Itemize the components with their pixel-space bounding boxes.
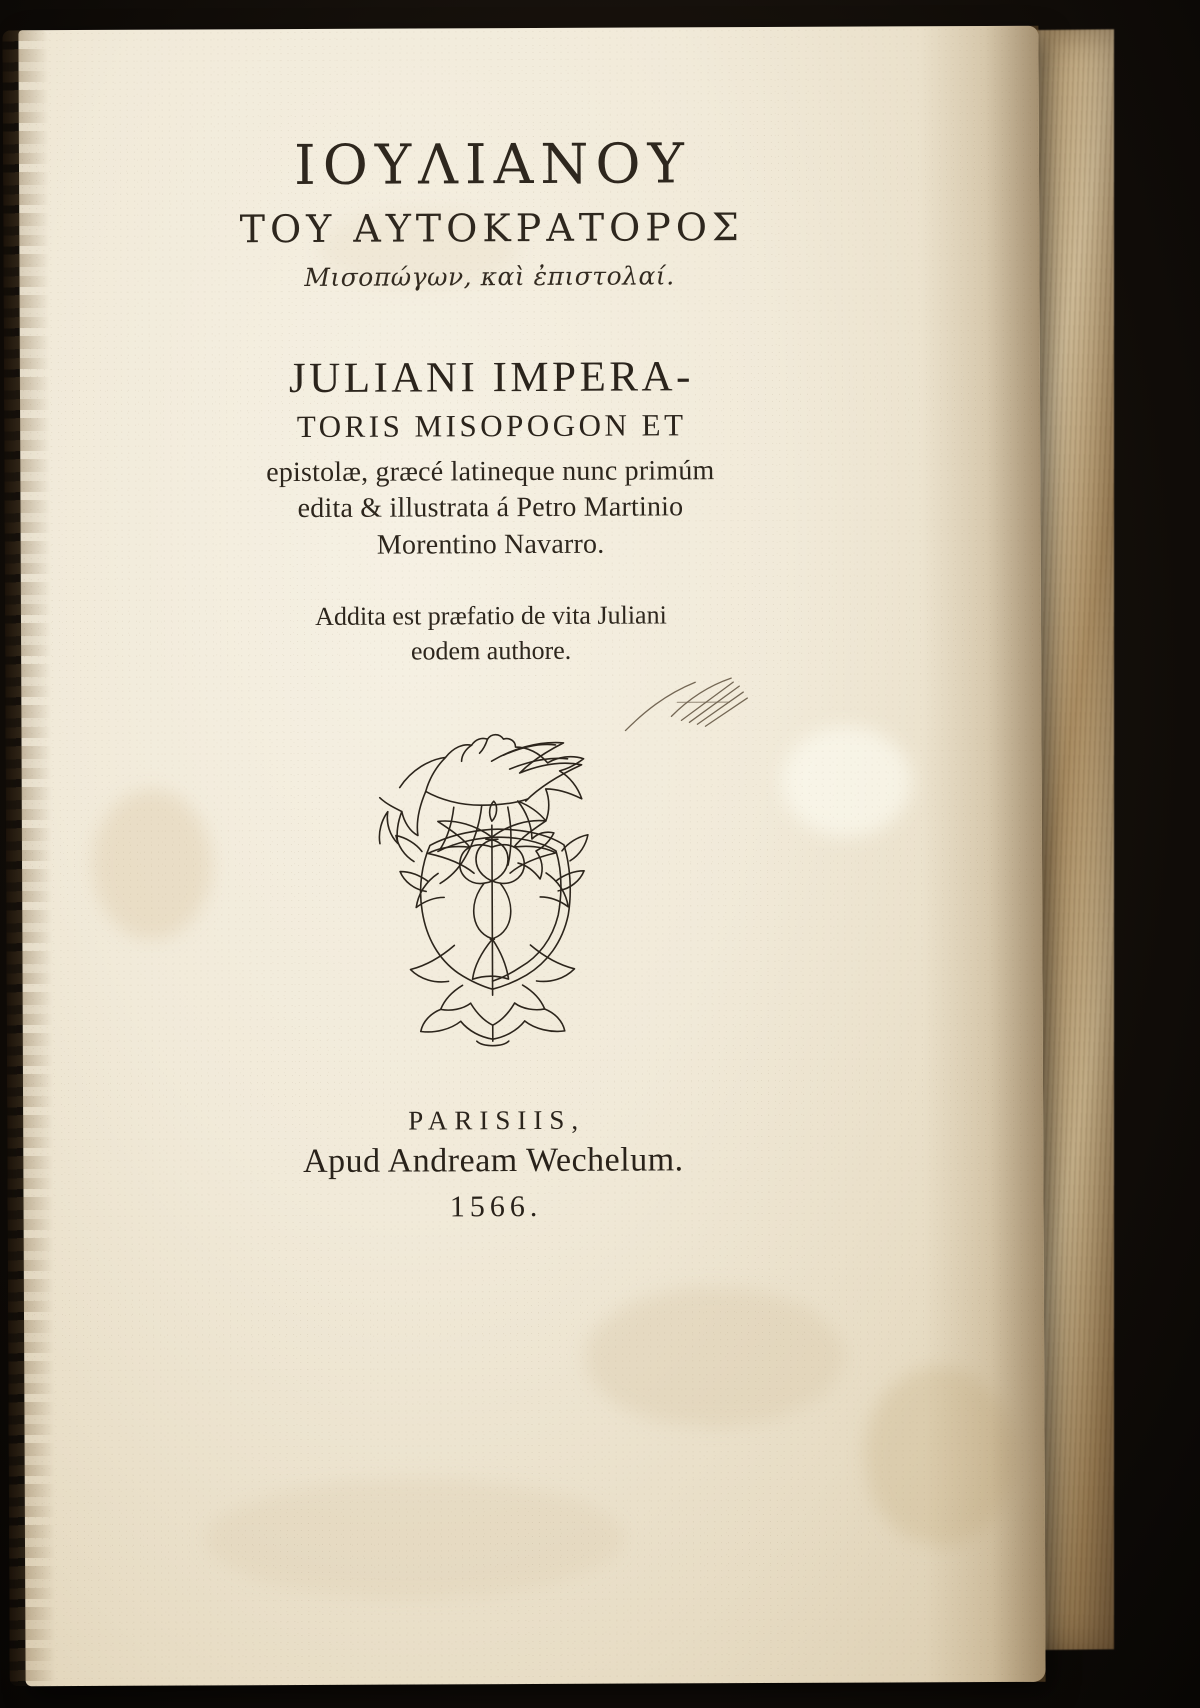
latin-title-line-2: TORIS MISOPOGON ET — [296, 407, 687, 445]
imprint-year: 1566. — [449, 1189, 543, 1224]
caduceus — [428, 801, 557, 996]
latin-title-line-5: Morentino Navarro. — [376, 528, 605, 561]
paper-stain — [584, 1287, 845, 1428]
preface-note — [111, 598, 871, 671]
greek-title-line-2: ΤΟΥ ΑΥΤΟΚΡΑΤΟΡΟΣ — [239, 205, 744, 252]
preface-note-line-1: Addita est præfatio de vita Juliani — [315, 600, 667, 632]
imprint-place: PARISIIS, — [408, 1104, 586, 1136]
title-block — [108, 27, 873, 1226]
cartouche-shield — [420, 829, 570, 990]
latin-title-line-1: JULIANI IMPERA- — [288, 353, 694, 403]
greek-title-line-1: ΙΟΥΛΙΑΝΟΥ — [293, 131, 692, 198]
printers-device — [341, 694, 643, 1065]
latin-title-line-3: epistolæ, græcé latineque nunc primúm — [266, 455, 715, 489]
preface-note-line-2: eodem authore. — [410, 635, 572, 666]
latin-title-line-4: edita & illustrata á Petro Martinio — [297, 491, 684, 525]
paper-stain — [864, 1366, 1015, 1547]
greek-title-line-3: Μισοπώγων, καὶ ἐπιστολαί. — [304, 261, 675, 292]
paper-stain — [205, 1478, 626, 1600]
title-leaf — [18, 26, 1045, 1686]
imprint-printer: Apud Andream Wechelum. — [302, 1141, 684, 1180]
pegasus-figure — [379, 734, 584, 883]
